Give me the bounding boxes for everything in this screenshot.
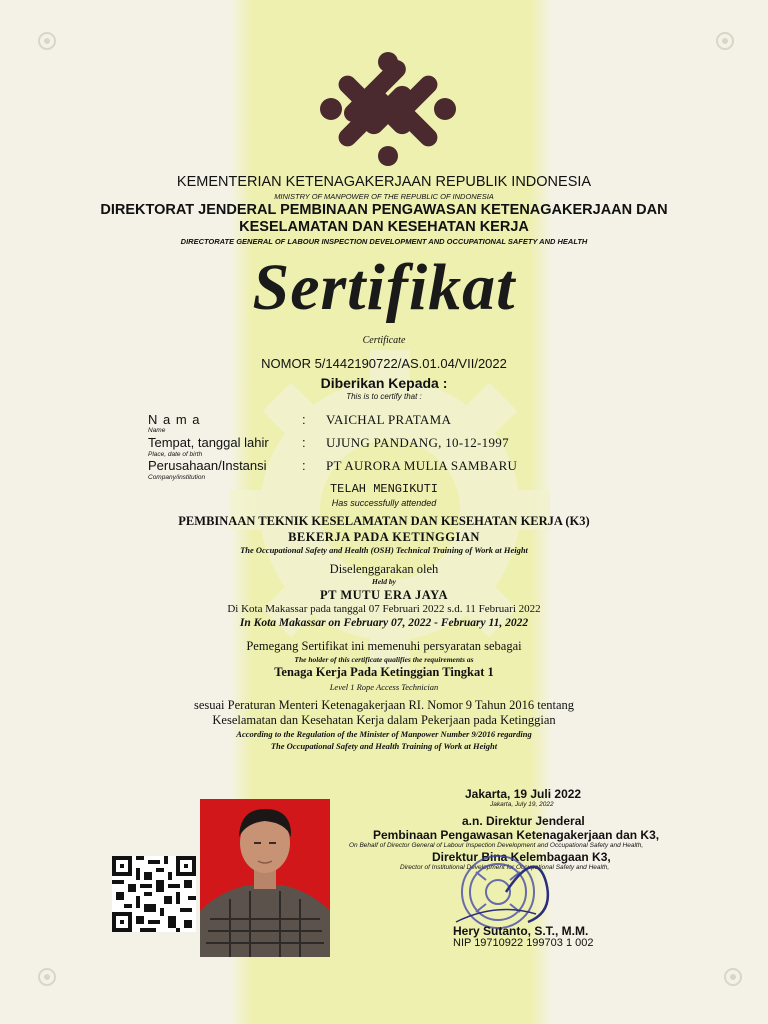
name-label: N a m a (148, 412, 201, 427)
field-colon: : (302, 435, 306, 450)
regulation-en-line1: According to the Regulation of the Minister of Manpower Number 9/2016 regarding (236, 729, 532, 739)
regulation-line1: sesuai Peraturan Menteri Ketenagakerjaan RI. Nomor 9 Tahun 2016 tentang (193, 698, 575, 712)
holder-photo (200, 799, 330, 957)
ministry-name: KEMENTERIAN KETENAGAKERJAAN REPUBLIK INDONESIA (176, 174, 592, 190)
directorate-name-line1: DIREKTORAT JENDERAL PEMBINAAN PENGAWASAN KETENAGAKERJAAN DAN (100, 202, 668, 218)
signatory-name: Hery Sutanto, S.T., M.M. (453, 924, 589, 938)
signature-office1-en: On Behalf of Director General of Labour Inspection Development and Occupational Safety and Health, (349, 842, 644, 849)
birth-label-en: Place, date of birth (148, 451, 203, 458)
training-title-line2: BEKERJA PADA KETINGGIAN (288, 530, 480, 544)
training-title-line1: PEMBINAAN TEKNIK KESELAMATAN DAN KESEHATAN KERJA (K3) (178, 514, 590, 528)
certificate-number: NOMOR 5/1442190722/AS.01.04/VII/2022 (261, 356, 507, 371)
corner-ornament-icon (36, 30, 58, 52)
signature-office2: Direktur Bina Kelembagaan K3, (432, 850, 611, 864)
name-label-en: Name (148, 427, 166, 434)
name-value: VAICHAL PRATAMA (326, 412, 452, 427)
location-date: Di Kota Makassar pada tanggal 07 Februari 2022 s.d. 11 Februari 2022 (227, 603, 541, 615)
given-to-heading-en: This is to certify that : (346, 392, 422, 401)
location-date-en: In Kota Makassar on February 07, 2022 - February 11, 2022 (239, 617, 529, 629)
signature-on-behalf: a.n. Direktur Jenderal (462, 814, 585, 828)
signature-place-date-en: Jakarta, July 19, 2022 (490, 801, 554, 808)
ministry-name-en: MINISTRY OF MANPOWER OF THE REPUBLIC OF INDONESIA (274, 192, 494, 201)
company-label-en: Company/institution (148, 474, 206, 481)
signature-office1: Pembinaan Pengawasan Ketenagakerjaan dan K3, (373, 828, 660, 842)
attended-heading: TELAH MENGIKUTI (329, 482, 439, 496)
certificate-title-en: Certificate (362, 335, 406, 346)
regulation-en-line2: The Occupational Safety and Health Training of Work at Height (270, 741, 498, 751)
birth-value: UJUNG PANDANG, 10-12-1997 (326, 435, 509, 450)
official-stamp-icon (436, 852, 566, 932)
held-by-label-en: Held by (372, 577, 396, 586)
qualifies-text-en: The holder of this certificate qualifies the requirements as (294, 655, 474, 664)
organizer-name: PT MUTU ERA JAYA (319, 588, 449, 602)
qr-code-icon (112, 856, 196, 932)
field-colon: : (302, 412, 306, 427)
birth-label: Tempat, tanggal lahir (148, 435, 269, 450)
given-to-heading: Diberikan Kepada : (320, 375, 448, 391)
training-title-en: The Occupational Safety and Health (OSH) Technical Training of Work at Height (240, 545, 528, 555)
signatory-nip: NIP 19710922 199703 1 002 (453, 937, 594, 949)
certificate-title: Sertifikat (252, 251, 516, 324)
regulation-line2: Keselamatan dan Kesehatan Kerja dalam Pekerjaan pada Ketinggian (212, 713, 556, 727)
held-by-label: Diselenggarakan oleh (329, 562, 439, 576)
corner-ornament-icon (36, 966, 58, 988)
ministry-logo-icon (318, 52, 458, 167)
company-label: Perusahaan/Instansi (148, 458, 267, 473)
qualification-title-en: Level 1 Rope Access Technician (329, 682, 439, 692)
company-value: PT AURORA MULIA SAMBARU (326, 458, 518, 473)
qualification-title: Tenaga Kerja Pada Ketinggian Tingkat 1 (274, 665, 494, 679)
corner-ornament-icon (722, 966, 744, 988)
attended-heading-en: Has successfully attended (331, 498, 437, 508)
signature-office2-en: Director of Institutional Development for Occupational Safety and Health, (400, 864, 610, 871)
corner-ornament-icon (714, 30, 736, 52)
directorate-name-line2: KESELAMATAN DAN KESEHATAN KERJA (239, 219, 529, 235)
qualifies-text: Pemegang Sertifikat ini memenuhi persyaratan sebagai (246, 639, 522, 653)
signature-place-date: Jakarta, 19 Juli 2022 (465, 787, 582, 801)
field-colon: : (302, 458, 306, 473)
directorate-name-en: DIRECTORATE GENERAL OF LABOUR INSPECTION DEVELOPMENT AND OCCUPATIONAL SAFETY AND HEALTH (180, 237, 588, 246)
